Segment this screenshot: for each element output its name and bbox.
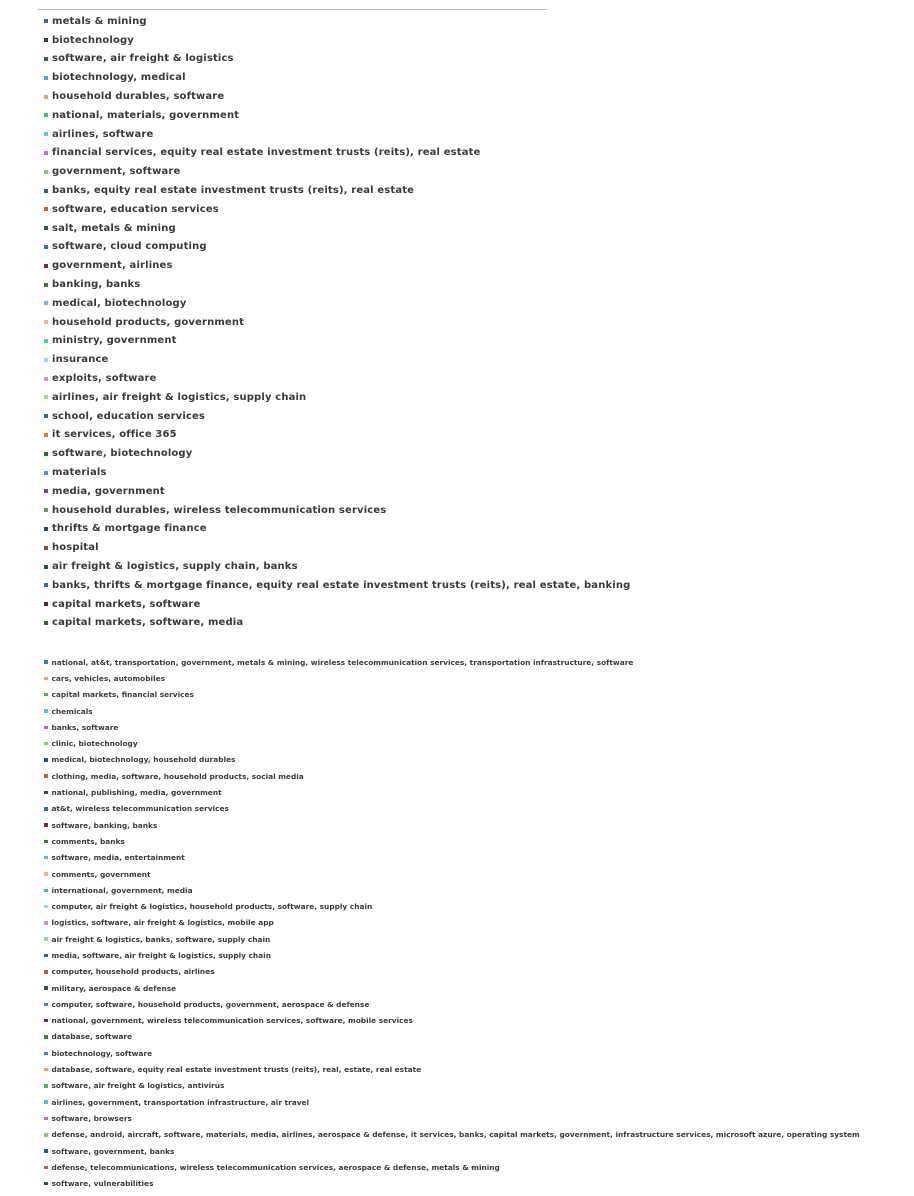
legend-item[interactable] bbox=[44, 50, 630, 69]
legend-label: government, airlines bbox=[52, 260, 173, 272]
legend-top-divider bbox=[38, 9, 547, 10]
legend-swatch bbox=[44, 1003, 48, 1007]
legend-swatch bbox=[44, 1084, 48, 1088]
legend-swatch bbox=[44, 508, 48, 512]
legend-label: national, government, wireless telecommunication services, software, mobile services bbox=[51, 1016, 413, 1026]
legend-swatch bbox=[44, 301, 48, 305]
legend-item[interactable] bbox=[44, 833, 860, 849]
legend-item[interactable] bbox=[44, 1045, 860, 1061]
legend-swatch bbox=[44, 565, 48, 569]
legend-label: national, publishing, media, government bbox=[51, 788, 222, 798]
legend-swatch bbox=[44, 807, 48, 811]
legend-swatch bbox=[44, 1052, 48, 1056]
legend-label: software, air freight & logistics bbox=[52, 53, 234, 65]
legend-item[interactable] bbox=[44, 784, 860, 800]
legend-swatch bbox=[44, 113, 48, 117]
legend-swatch bbox=[44, 132, 48, 136]
legend-item[interactable] bbox=[44, 1094, 860, 1110]
legend-swatch bbox=[44, 546, 48, 550]
legend-label: ministry, government bbox=[52, 335, 177, 347]
legend-item[interactable] bbox=[44, 1029, 860, 1045]
legend-item[interactable] bbox=[44, 1176, 860, 1192]
legend-item[interactable] bbox=[44, 964, 860, 980]
legend-item[interactable] bbox=[44, 801, 860, 817]
legend-label: airlines, air freight & logistics, supply chain bbox=[52, 391, 307, 403]
legend-swatch bbox=[44, 1019, 48, 1023]
legend-swatch bbox=[44, 414, 48, 418]
legend-item[interactable] bbox=[44, 703, 860, 719]
legend-swatch bbox=[44, 856, 48, 860]
legend-label: media, software, air freight & logistics, supply chain bbox=[51, 950, 271, 960]
legend-label: software, cloud computing bbox=[52, 241, 207, 253]
legend-label: financial services, equity real estate investment trusts (reits), real estate bbox=[52, 147, 481, 159]
legend-item[interactable] bbox=[44, 595, 630, 614]
legend-label: airlines, government, transportation infrastructure, air travel bbox=[51, 1097, 310, 1107]
legend-label: software, browsers bbox=[51, 1113, 132, 1123]
legend-swatch bbox=[44, 1166, 48, 1170]
legend-swatch bbox=[44, 226, 48, 230]
legend-item[interactable] bbox=[44, 538, 630, 557]
legend-swatch bbox=[44, 320, 48, 324]
legend-upper bbox=[44, 12, 630, 632]
legend-label: clinic, biotechnology bbox=[51, 739, 138, 749]
legend-item[interactable] bbox=[44, 850, 860, 866]
legend-item[interactable] bbox=[44, 768, 860, 784]
legend-label: international, government, media bbox=[51, 885, 193, 895]
legend-swatch bbox=[44, 170, 48, 174]
legend-swatch bbox=[44, 937, 48, 941]
legend-item[interactable] bbox=[44, 407, 630, 426]
legend-label: national, materials, government bbox=[52, 109, 240, 121]
legend-swatch bbox=[44, 774, 48, 778]
legend-swatch bbox=[44, 95, 48, 99]
legend-swatch bbox=[44, 726, 48, 730]
legend-swatch bbox=[44, 791, 48, 795]
legend-label: capital markets, software, media bbox=[52, 617, 244, 629]
legend-item[interactable] bbox=[44, 996, 860, 1012]
legend-lower bbox=[44, 654, 860, 1192]
legend-label: logistics, software, air freight & logistics, mobile app bbox=[51, 918, 274, 928]
legend-item[interactable] bbox=[44, 614, 630, 633]
legend-swatch bbox=[44, 189, 48, 193]
legend-swatch bbox=[44, 621, 48, 625]
legend-label: clothing, media, software, household products, social media bbox=[51, 771, 304, 781]
legend-label: capital markets, financial services bbox=[51, 690, 194, 700]
legend-item[interactable] bbox=[44, 501, 630, 520]
legend-label: software, government, banks bbox=[51, 1146, 175, 1156]
legend-label: air freight & logistics, banks, software, supply chain bbox=[51, 934, 271, 944]
legend-item[interactable] bbox=[44, 463, 630, 482]
legend-label: airlines, software bbox=[52, 128, 154, 140]
legend-swatch bbox=[44, 840, 48, 844]
legend-item[interactable] bbox=[44, 256, 630, 275]
legend-label: banks, equity real estate investment trusts (reits), real estate bbox=[52, 185, 415, 197]
legend-item[interactable] bbox=[44, 1127, 860, 1143]
legend-item[interactable] bbox=[44, 444, 630, 463]
legend-item[interactable] bbox=[44, 106, 630, 125]
legend-item[interactable] bbox=[44, 576, 630, 595]
legend-swatch bbox=[44, 76, 48, 80]
legend-item[interactable] bbox=[44, 520, 630, 539]
legend-swatch bbox=[44, 986, 48, 990]
legend-item[interactable] bbox=[44, 162, 630, 181]
legend-swatch bbox=[44, 283, 48, 287]
legend-swatch bbox=[44, 151, 48, 155]
legend-item[interactable] bbox=[44, 144, 630, 163]
legend-swatch bbox=[44, 693, 48, 697]
legend-label: household durables, software bbox=[52, 91, 225, 103]
legend-item[interactable] bbox=[44, 735, 860, 751]
legend-label: materials bbox=[52, 467, 107, 479]
legend-label: medical, biotechnology bbox=[52, 297, 187, 309]
legend-swatch bbox=[44, 602, 48, 606]
legend-swatch bbox=[44, 527, 48, 531]
legend-item[interactable] bbox=[44, 12, 630, 31]
legend-item[interactable] bbox=[44, 670, 860, 686]
legend-label: thrifts & mortgage finance bbox=[52, 523, 207, 535]
legend-label: government, software bbox=[52, 166, 181, 178]
legend-item[interactable] bbox=[44, 980, 860, 996]
legend-item[interactable] bbox=[44, 866, 860, 882]
legend-item[interactable] bbox=[44, 882, 860, 898]
legend-swatch bbox=[44, 905, 48, 909]
legend-label: it services, office 365 bbox=[52, 429, 177, 441]
legend-swatch bbox=[44, 377, 48, 381]
legend-item[interactable] bbox=[44, 1061, 860, 1077]
legend-label: cars, vehicles, automobiles bbox=[51, 673, 166, 683]
legend-swatch bbox=[44, 339, 48, 343]
legend-label: metals & mining bbox=[52, 15, 147, 27]
legend-label: database, software bbox=[51, 1032, 133, 1042]
legend-item[interactable] bbox=[44, 332, 630, 351]
legend-label: biotechnology, software bbox=[51, 1048, 153, 1058]
legend-item[interactable] bbox=[44, 68, 630, 87]
legend-label: household durables, wireless telecommunication services bbox=[52, 504, 387, 516]
legend-item[interactable] bbox=[44, 1013, 860, 1029]
legend-label: software, education services bbox=[52, 203, 219, 215]
legend-label: software, banking, banks bbox=[51, 820, 158, 830]
legend-item[interactable] bbox=[44, 31, 630, 50]
legend-item[interactable] bbox=[44, 687, 860, 703]
legend-item[interactable] bbox=[44, 426, 630, 445]
legend-item[interactable] bbox=[44, 752, 860, 768]
legend-label: at&t, wireless telecommunication services bbox=[51, 804, 229, 814]
legend-item[interactable] bbox=[44, 1078, 860, 1094]
legend-swatch bbox=[44, 433, 48, 437]
legend-label: biotechnology, medical bbox=[52, 72, 186, 84]
legend-label: air freight & logistics, supply chain, banks bbox=[52, 561, 298, 572]
legend-item[interactable] bbox=[44, 719, 860, 735]
legend-swatch bbox=[44, 1117, 48, 1121]
legend-item[interactable] bbox=[44, 350, 630, 369]
legend-item[interactable] bbox=[44, 482, 630, 501]
legend-swatch bbox=[44, 38, 48, 42]
legend-swatch bbox=[44, 1182, 48, 1186]
legend-swatch bbox=[44, 207, 48, 211]
legend-item[interactable] bbox=[44, 947, 860, 963]
legend-item[interactable] bbox=[44, 181, 630, 200]
legend-item[interactable] bbox=[44, 238, 630, 257]
legend-item[interactable] bbox=[44, 898, 860, 914]
legend-label: comments, government bbox=[51, 869, 151, 879]
legend-swatch bbox=[44, 245, 48, 249]
legend-item[interactable] bbox=[44, 313, 630, 332]
legend-label: household products, government bbox=[52, 316, 245, 328]
legend-label: capital markets, software bbox=[52, 598, 201, 610]
legend-item[interactable] bbox=[44, 1159, 860, 1175]
legend-label: chemicals bbox=[51, 706, 93, 716]
legend-swatch bbox=[44, 1149, 48, 1153]
legend-swatch bbox=[44, 19, 48, 23]
legend-label: defense, android, aircraft, software, materials, media, airlines, aerospace & defense, it services, banks, capital markets, government, infrastructure services, microsoft azure, operating system bbox=[51, 1130, 860, 1140]
legend-label: defense, telecommunications, wireless telecommunication services, aerospace & defense, metals & mining bbox=[51, 1162, 500, 1172]
legend-label: national, at&t, transportation, government, metals & mining, wireless telecommunication services, transportation infrastructure, software bbox=[51, 657, 634, 667]
legend-swatch bbox=[44, 709, 48, 713]
legend-swatch bbox=[44, 872, 48, 876]
legend-label: database, software, equity real estate investment trusts (reits), real, estate, real estate bbox=[51, 1065, 422, 1075]
legend-item[interactable] bbox=[44, 817, 860, 833]
legend-item[interactable] bbox=[44, 1110, 860, 1126]
legend-label: school, education services bbox=[52, 410, 206, 422]
legend-label: software, biotechnology bbox=[52, 448, 193, 460]
legend-swatch bbox=[44, 954, 48, 958]
legend-swatch bbox=[44, 1035, 48, 1039]
legend-label: biotechnology bbox=[52, 34, 134, 46]
legend-item[interactable] bbox=[44, 219, 630, 238]
legend-item[interactable] bbox=[44, 369, 630, 388]
legend-label: medical, biotechnology, household durables bbox=[51, 755, 236, 765]
legend-label: computer, air freight & logistics, household products, software, supply chain bbox=[51, 902, 373, 912]
legend-item[interactable] bbox=[44, 557, 630, 576]
legend-swatch bbox=[44, 677, 48, 681]
legend-swatch bbox=[44, 264, 48, 268]
legend-label: software, media, entertainment bbox=[51, 853, 185, 863]
legend-item[interactable] bbox=[44, 388, 630, 407]
legend-swatch bbox=[44, 823, 48, 827]
legend-item[interactable] bbox=[44, 125, 630, 144]
legend-swatch bbox=[44, 660, 48, 664]
legend-label: computer, software, household products, government, aerospace & defense bbox=[51, 999, 370, 1009]
legend-label: banks, thrifts & mortgage finance, equity real estate investment trusts (reits), real estate, banking bbox=[52, 579, 631, 591]
legend-label: hospital bbox=[52, 542, 99, 554]
legend-item[interactable] bbox=[44, 275, 630, 294]
legend-label: software, vulnerabilities bbox=[51, 1179, 154, 1189]
legend-swatch bbox=[44, 471, 48, 475]
legend-swatch bbox=[44, 742, 48, 746]
legend-label: banks, software bbox=[51, 722, 119, 732]
legend-swatch bbox=[44, 57, 48, 61]
legend-swatch bbox=[44, 758, 48, 762]
legend-item[interactable] bbox=[44, 1143, 860, 1159]
legend-swatch bbox=[44, 1133, 48, 1137]
legend-swatch bbox=[44, 1100, 48, 1104]
legend-item[interactable] bbox=[44, 87, 630, 106]
legend-swatch bbox=[44, 489, 48, 493]
legend-swatch bbox=[44, 583, 48, 587]
legend-item[interactable] bbox=[44, 200, 630, 219]
legend-item[interactable] bbox=[44, 931, 860, 947]
legend-label: software, air freight & logistics, antivirus bbox=[51, 1081, 225, 1091]
legend-label: salt, metals & mining bbox=[52, 222, 176, 234]
legend-label: exploits, software bbox=[52, 373, 157, 385]
legend-swatch bbox=[44, 889, 48, 893]
legend-item[interactable] bbox=[44, 294, 630, 313]
legend-label: banking, banks bbox=[52, 279, 141, 291]
legend-item[interactable] bbox=[44, 654, 860, 670]
legend-label: insurance bbox=[52, 354, 109, 366]
legend-swatch bbox=[44, 452, 48, 456]
legend-swatch bbox=[44, 358, 48, 362]
legend-label: media, government bbox=[52, 485, 165, 497]
legend-swatch bbox=[44, 395, 48, 399]
legend-swatch bbox=[44, 970, 48, 974]
legend-swatch bbox=[44, 921, 48, 925]
legend-label: computer, household products, airlines bbox=[51, 967, 215, 977]
legend-item[interactable] bbox=[44, 915, 860, 931]
legend-label: military, aerospace & defense bbox=[51, 983, 177, 993]
legend-swatch bbox=[44, 1068, 48, 1072]
legend-label: comments, banks bbox=[51, 836, 125, 846]
